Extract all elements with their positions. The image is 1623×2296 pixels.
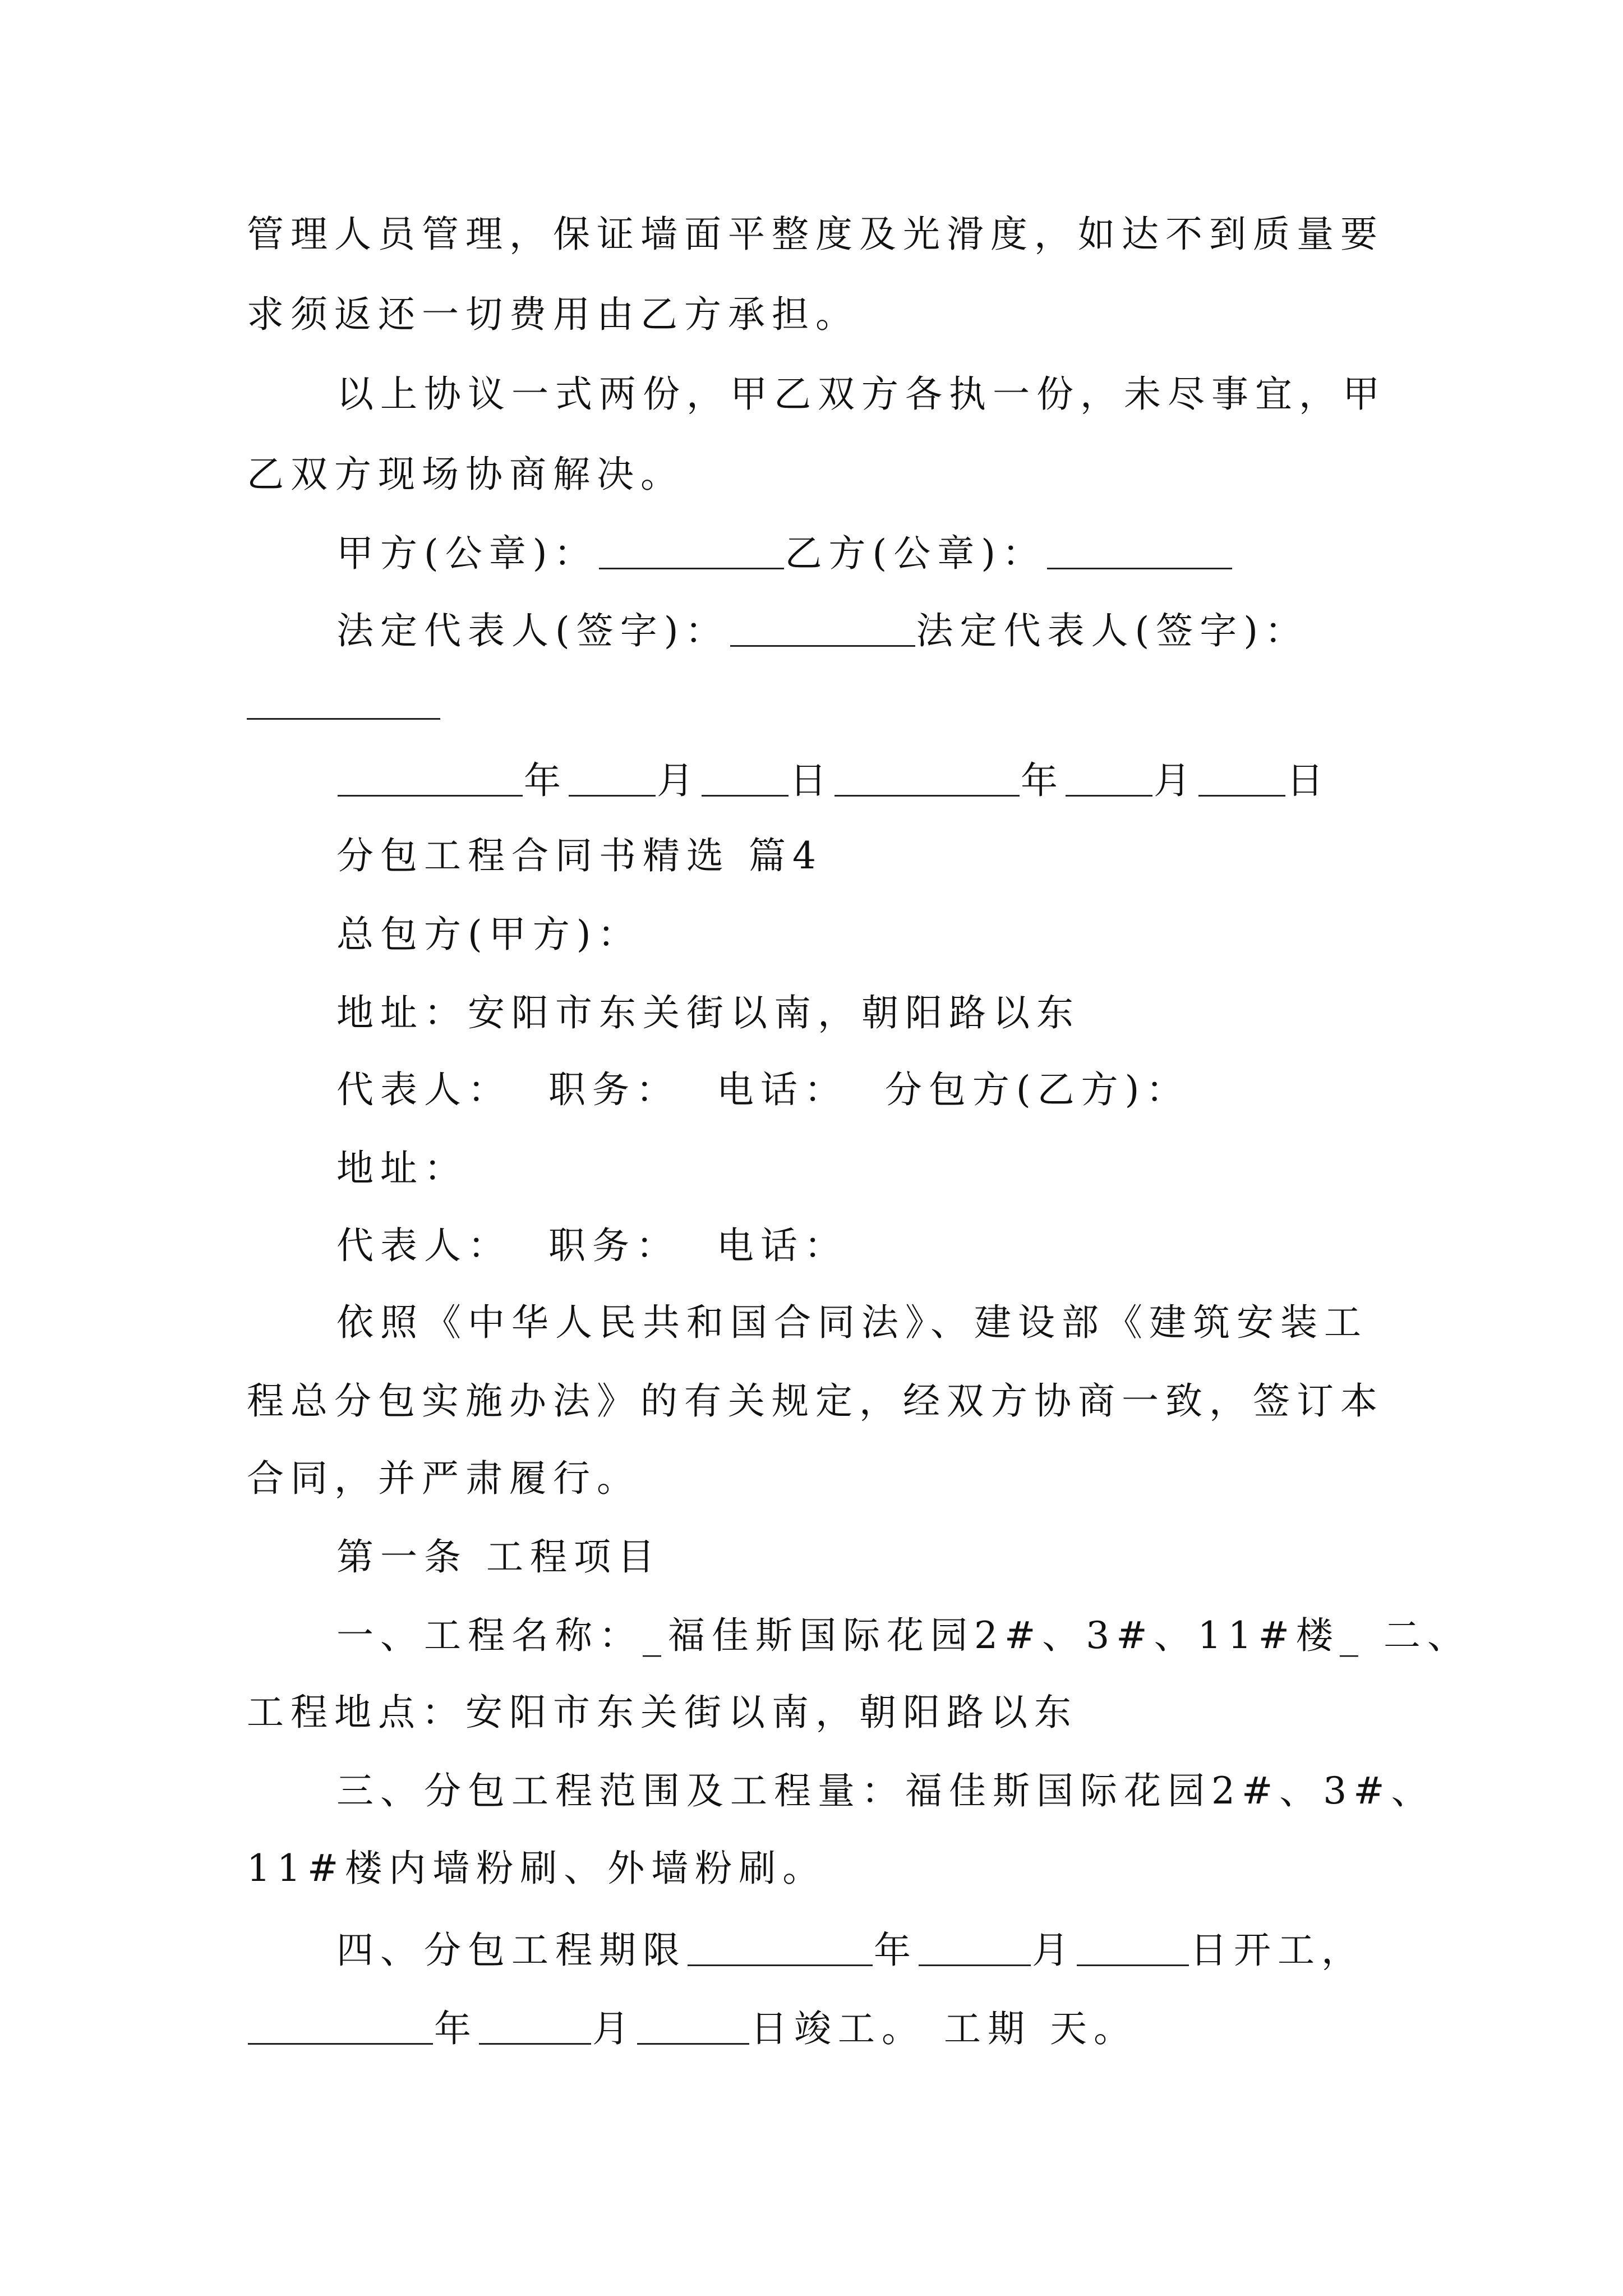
paragraph-line: 合同，并严肃履行。 (247, 1457, 640, 1500)
start-day-blank[interactable] (1077, 1933, 1189, 1966)
party-a-seal-blank[interactable] (599, 536, 784, 569)
date-month-blank[interactable] (1066, 763, 1152, 797)
end-month-blank[interactable] (479, 2012, 591, 2045)
date-year-blank[interactable] (834, 763, 1020, 797)
paragraph-line: 乙双方现场协商解决。 (247, 453, 684, 496)
section-heading: 分包工程合同书精选 篇4 (336, 834, 823, 877)
party-b-rep-blank[interactable] (247, 718, 440, 720)
paragraph-line: 三、分包工程范围及工程量：福佳斯国际花园2#、3#、 (336, 1769, 1435, 1812)
party-b-seal-blank[interactable] (1047, 536, 1232, 569)
year-label: 年 (1021, 759, 1064, 802)
date-month-blank[interactable] (569, 763, 656, 797)
party-b-rep-label: 法定代表人(签字)： (916, 609, 1308, 652)
paragraph-line: 一、工程名称：_福佳斯国际花园2#、3#、11#楼_ 二、 (336, 1614, 1471, 1657)
year-label: 年 (874, 1929, 917, 1972)
article-heading: 第一条 工程项目 (336, 1535, 661, 1579)
general-contractor-label: 总包方(甲方)： (336, 913, 642, 956)
date-day-blank[interactable] (702, 763, 789, 797)
paragraph-line: 程总分包实施办法》的有关规定，经双方协商一致，签订本 (247, 1379, 1384, 1423)
address-party-b: 地址： (336, 1147, 468, 1190)
signature-line-seal (336, 532, 1233, 575)
paragraph-line: 工程地点：安阳市东关街以南，朝阳路以东 (247, 1691, 1078, 1734)
party-a-rep-blank[interactable] (730, 614, 915, 647)
paragraph-line: 求须返还一切费用由乙方承担。 (247, 293, 859, 336)
start-label: 日开工， (1190, 1929, 1365, 1972)
date-year-blank[interactable] (338, 763, 523, 797)
duration-label: 四、分包工程期限 (336, 1929, 686, 1972)
contact-party-b: 代表人： 职务： 电话： (336, 1224, 848, 1267)
signature-line-representative (336, 610, 1308, 650)
end-year-blank[interactable] (248, 2012, 433, 2045)
duration-start-line (336, 1929, 1365, 1972)
paragraph-line: 以上协议一式两份，甲乙双方各执一份，未尽事宜，甲 (336, 372, 1386, 416)
party-b-seal-label: 乙方(公章)： (785, 532, 1046, 575)
end-label: 日竣工。 工期 天。 (750, 2007, 1137, 2050)
start-year-blank[interactable] (688, 1933, 873, 1966)
paragraph-line: 11#楼内墙粉刷、外墙粉刷。 (247, 1847, 827, 1890)
end-day-blank[interactable] (637, 2012, 749, 2045)
party-a-rep-label: 法定代表人(签字)： (336, 609, 729, 652)
month-label: 月 (657, 759, 700, 802)
paragraph-line: 依照《中华人民共和国合同法》、建设部《建筑安装工 (336, 1301, 1368, 1344)
month-label: 月 (592, 2007, 636, 2050)
start-month-blank[interactable] (919, 1933, 1031, 1966)
month-label: 月 (1154, 759, 1197, 802)
paragraph-line: 管理人员管理，保证墙面平整度及光滑度，如达不到质量要 (247, 213, 1384, 256)
address-party-a: 地址：安阳市东关街以南，朝阳路以东 (336, 991, 1080, 1034)
party-a-seal-label: 甲方(公章)： (336, 532, 598, 575)
duration-end-line (247, 2007, 1137, 2050)
day-label: 日 (1287, 759, 1330, 802)
day-label: 日 (790, 759, 833, 802)
date-day-blank[interactable] (1198, 763, 1285, 797)
signature-date-line (336, 759, 1330, 802)
month-label: 月 (1032, 1929, 1076, 1972)
contact-party-a: 代表人： 职务： 电话： 分包方(乙方)： (336, 1068, 1190, 1111)
year-label: 年 (524, 759, 568, 802)
year-label: 年 (434, 2007, 478, 2050)
